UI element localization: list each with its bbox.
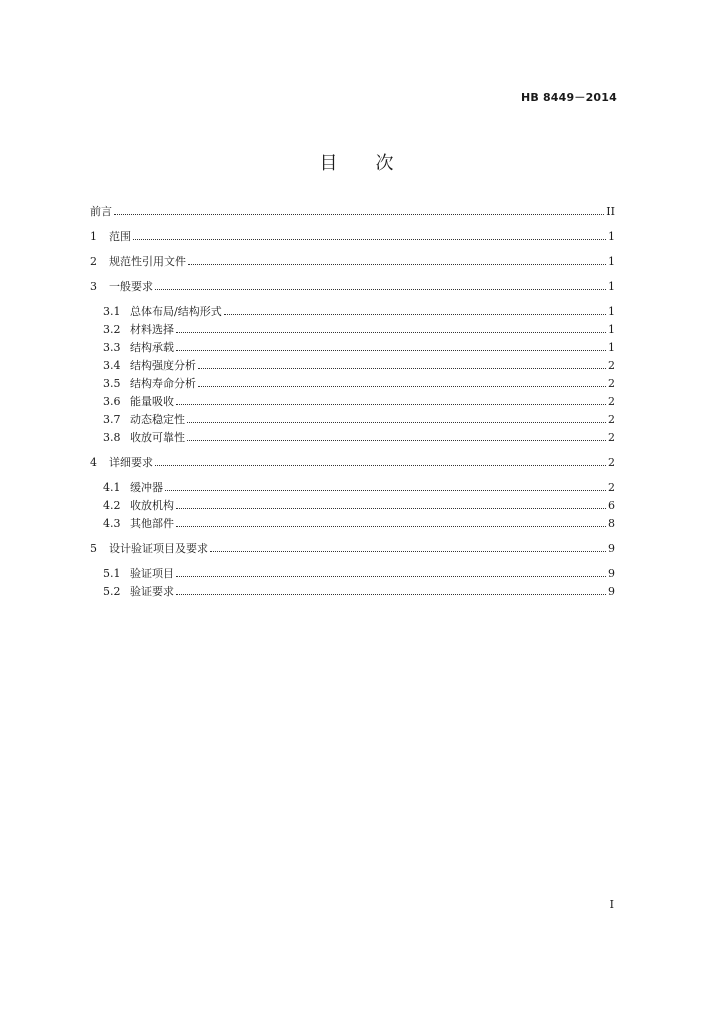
toc-entry-4[interactable]: [90, 454, 615, 472]
toc-entry-number: 3.8: [103, 431, 121, 444]
dot-leader: [224, 314, 606, 315]
toc-entry-page: 1: [608, 305, 615, 318]
toc-entry-3-6[interactable]: [90, 393, 615, 411]
toc-entry-page: II: [606, 205, 615, 218]
toc-entry-page: 2: [608, 481, 615, 494]
toc-entry-page: 1: [608, 341, 615, 354]
toc-entry-number: 4.1: [103, 481, 121, 494]
toc-entry-text: 范围: [109, 230, 131, 243]
toc-entry-page: 9: [608, 542, 615, 555]
toc-entry-number: 4.3: [103, 517, 121, 530]
dot-leader: [176, 594, 606, 595]
toc-entry-number: 5: [90, 542, 97, 555]
toc-entry-text: 总体布局/结构形式: [130, 305, 222, 318]
toc-entry-number: 5.2: [103, 585, 121, 598]
toc-entry-page: 9: [608, 567, 615, 580]
table-of-contents: [90, 203, 615, 601]
toc-entry-page: 2: [608, 413, 615, 426]
toc-entry-page: 1: [608, 255, 615, 268]
toc-entry-number: 3: [90, 280, 97, 293]
dot-leader: [176, 576, 606, 577]
toc-entry-2[interactable]: [90, 253, 615, 271]
toc-entry-text: 材料选择: [130, 323, 174, 336]
dot-leader: [188, 264, 606, 265]
toc-entry-text: 前言: [90, 205, 112, 218]
toc-entry-text: 动态稳定性: [130, 413, 185, 426]
toc-entry-page: 1: [608, 323, 615, 336]
toc-entry-5-2[interactable]: [90, 583, 615, 601]
toc-entry-number: 4: [90, 456, 97, 469]
toc-entry-page: 2: [608, 395, 615, 408]
toc-entry-page: 8: [608, 517, 615, 530]
toc-entry-4-3[interactable]: [90, 515, 615, 533]
toc-entry-number: 3.4: [103, 359, 121, 372]
toc-entry-3-8[interactable]: [90, 429, 615, 447]
toc-entry-text: 结构承载: [130, 341, 174, 354]
toc-entry-number: 3.3: [103, 341, 121, 354]
toc-entry-5[interactable]: [90, 540, 615, 558]
toc-entry-text: 设计验证项目及要求: [109, 542, 208, 555]
toc-entry-text: 一般要求: [109, 280, 153, 293]
dot-leader: [176, 508, 606, 509]
dot-leader: [133, 239, 606, 240]
toc-entry-text: 收放可靠性: [130, 431, 185, 444]
toc-entry-page: 1: [608, 280, 615, 293]
toc-entry-3-4[interactable]: [90, 357, 615, 375]
toc-entry-page: 2: [608, 359, 615, 372]
toc-entry-text: 收放机构: [130, 499, 174, 512]
dot-leader: [176, 526, 606, 527]
toc-entry-text: 结构强度分析: [130, 359, 196, 372]
standard-code: HB 8449－2014: [520, 91, 617, 104]
toc-entry-text: 验证项目: [130, 567, 174, 580]
toc-entry-page: 2: [608, 456, 615, 469]
toc-entry-3-1[interactable]: [90, 303, 615, 321]
toc-entry-number: 2: [90, 255, 97, 268]
toc-entry-text: 详细要求: [109, 456, 153, 469]
toc-entry-page: 2: [608, 431, 615, 444]
toc-entry-number: 3.6: [103, 395, 121, 408]
dot-leader: [198, 368, 606, 369]
toc-entry-4-1[interactable]: [90, 479, 615, 497]
toc-entry-text: 能量吸收: [130, 395, 174, 408]
toc-entry-5-1[interactable]: [90, 565, 615, 583]
toc-entry-text: 规范性引用文件: [109, 255, 186, 268]
toc-entry-number: 3.1: [103, 305, 121, 318]
toc-entry-page: 9: [608, 585, 615, 598]
dot-leader: [210, 551, 606, 552]
toc-entry-3-2[interactable]: [90, 321, 615, 339]
dot-leader: [176, 350, 606, 351]
dot-leader: [198, 386, 606, 387]
dot-leader: [114, 214, 604, 215]
toc-entry-number: 3.5: [103, 377, 121, 390]
toc-entry-page: 1: [608, 230, 615, 243]
toc-entry-number: 4.2: [103, 499, 121, 512]
dot-leader: [176, 404, 606, 405]
toc-entry-text: 验证要求: [130, 585, 174, 598]
dot-leader: [176, 332, 606, 333]
toc-entry-3-3[interactable]: [90, 339, 615, 357]
toc-entry-3-7[interactable]: [90, 411, 615, 429]
toc-entry-text: 结构寿命分析: [130, 377, 196, 390]
toc-entry-3[interactable]: [90, 278, 615, 296]
toc-entry-number: 5.1: [103, 567, 121, 580]
toc-entry-1[interactable]: [90, 228, 615, 246]
page-number: I: [609, 898, 614, 911]
dot-leader: [187, 440, 606, 441]
toc-entry-page: 2: [608, 377, 615, 390]
toc-entry-3-5[interactable]: [90, 375, 615, 393]
dot-leader: [165, 490, 606, 491]
toc-entry-text: 其他部件: [130, 517, 174, 530]
page-title: 目次: [319, 153, 432, 174]
toc-entry-foreword[interactable]: [90, 203, 615, 221]
dot-leader: [155, 289, 606, 290]
toc-entry-text: 缓冲器: [130, 481, 163, 494]
toc-entry-page: 6: [608, 499, 615, 512]
toc-entry-number: 1: [90, 230, 97, 243]
toc-entry-number: 3.2: [103, 323, 121, 336]
toc-entry-4-2[interactable]: [90, 497, 615, 515]
toc-entry-number: 3.7: [103, 413, 121, 426]
dot-leader: [187, 422, 606, 423]
dot-leader: [155, 465, 606, 466]
